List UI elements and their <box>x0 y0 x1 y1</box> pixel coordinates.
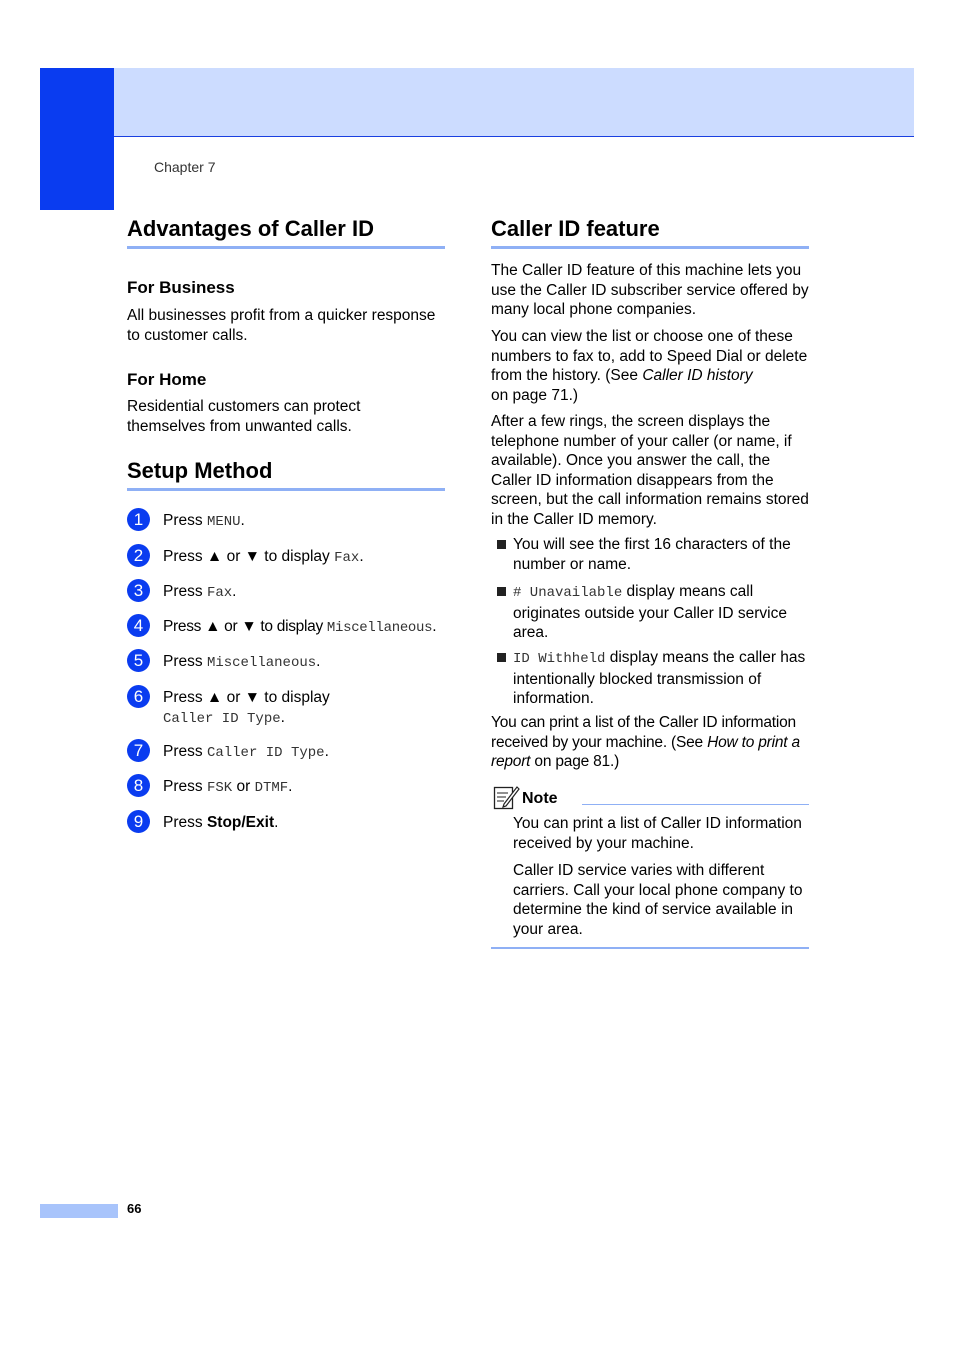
step-number-icon: 3 <box>127 579 150 602</box>
note-pencil-icon <box>493 784 520 810</box>
bullet-square-icon <box>497 587 506 596</box>
step-number-icon: 8 <box>127 774 150 797</box>
bullet-square-icon <box>497 540 506 549</box>
advantages-title: Advantages of Caller ID <box>127 216 374 241</box>
step-text: Press Fax. <box>163 583 237 601</box>
setup-title: Setup Method <box>127 458 273 483</box>
bullet-text: ID Withheld display means the caller has intentionally blocked transmission of information. <box>513 649 806 707</box>
caller-id-history-link[interactable]: Caller ID history <box>642 367 753 384</box>
caller-id-feature-title: Caller ID feature <box>491 216 660 241</box>
note-text-1: You can print a list of Caller ID information received by your machine. <box>513 815 802 852</box>
header-band <box>40 68 914 137</box>
note-box <box>491 784 809 949</box>
footer-bar <box>40 1204 118 1218</box>
step-text: Press ▲ or ▼ to display Caller ID Type. <box>163 689 330 727</box>
chapter-tab <box>40 68 114 210</box>
how-to-print-report-link[interactable]: How to print a report <box>491 733 800 770</box>
step-text: Press ▲ or ▼ to display Fax. <box>163 548 364 566</box>
for-home-text: Residential customers can protect themselves from unwanted calls. <box>127 398 361 435</box>
step-number-icon: 2 <box>127 544 150 567</box>
note-label: Note <box>522 790 558 807</box>
step-number-icon: 1 <box>127 508 150 531</box>
step-text: Press FSK or DTMF. <box>163 778 293 796</box>
bullet-text: # Unavailable display means call originates outside your Caller ID service area. <box>513 583 787 641</box>
bullet-text: You will see the first 16 characters of the number or name. <box>513 536 791 573</box>
step-text: Press MENU. <box>163 512 245 530</box>
page-number: 66 <box>127 1201 142 1216</box>
step-number-icon: 5 <box>127 649 150 672</box>
step-text: Press Stop/Exit. <box>163 814 279 831</box>
advantages-heading-block <box>127 216 445 249</box>
bullet-square-icon <box>497 653 506 662</box>
feature-para-3: After a few rings, the screen displays the telephone number of your caller (or name, if available). Once you answer the call, the Caller ID information disappears from the screen, but the call information remains stored in the Caller ID memory. <box>491 413 809 528</box>
step-text: Press Miscellaneous. <box>163 653 321 671</box>
note-text-2: Caller ID service varies with different carriers. Call your local phone company to determine the kind of service available in your area. <box>513 862 803 938</box>
step-text: Press ▲ or ▼ to display Miscellaneous. <box>163 618 437 636</box>
for-business-title: For Business <box>127 278 235 297</box>
caller-id-feature-heading-block <box>491 216 809 249</box>
feature-para-1: The Caller ID feature of this machine lets you use the Caller ID subscriber service offered by many local phone companies. <box>491 262 809 318</box>
for-business-text: All businesses profit from a quicker response to customer calls. <box>127 307 436 344</box>
step-number-icon: 4 <box>127 614 150 637</box>
step-number-icon: 6 <box>127 685 150 708</box>
for-home-title: For Home <box>127 370 207 389</box>
setup-heading-block <box>127 458 445 491</box>
step-number-icon: 9 <box>127 810 150 833</box>
step-number-icon: 7 <box>127 739 150 762</box>
chapter-label: Chapter 7 <box>154 159 216 175</box>
step-text: Press Caller ID Type. <box>163 743 329 761</box>
note-rule <box>582 804 809 805</box>
feature-para-2: You can view the list or choose one of these numbers to fax to, add to Speed Dial or delete from the history. (See Caller ID history on page 71.) <box>491 328 808 404</box>
feature-para-4: You can print a list of the Caller ID information received by your machine. (See How to print a report on page 81.) <box>491 714 800 770</box>
